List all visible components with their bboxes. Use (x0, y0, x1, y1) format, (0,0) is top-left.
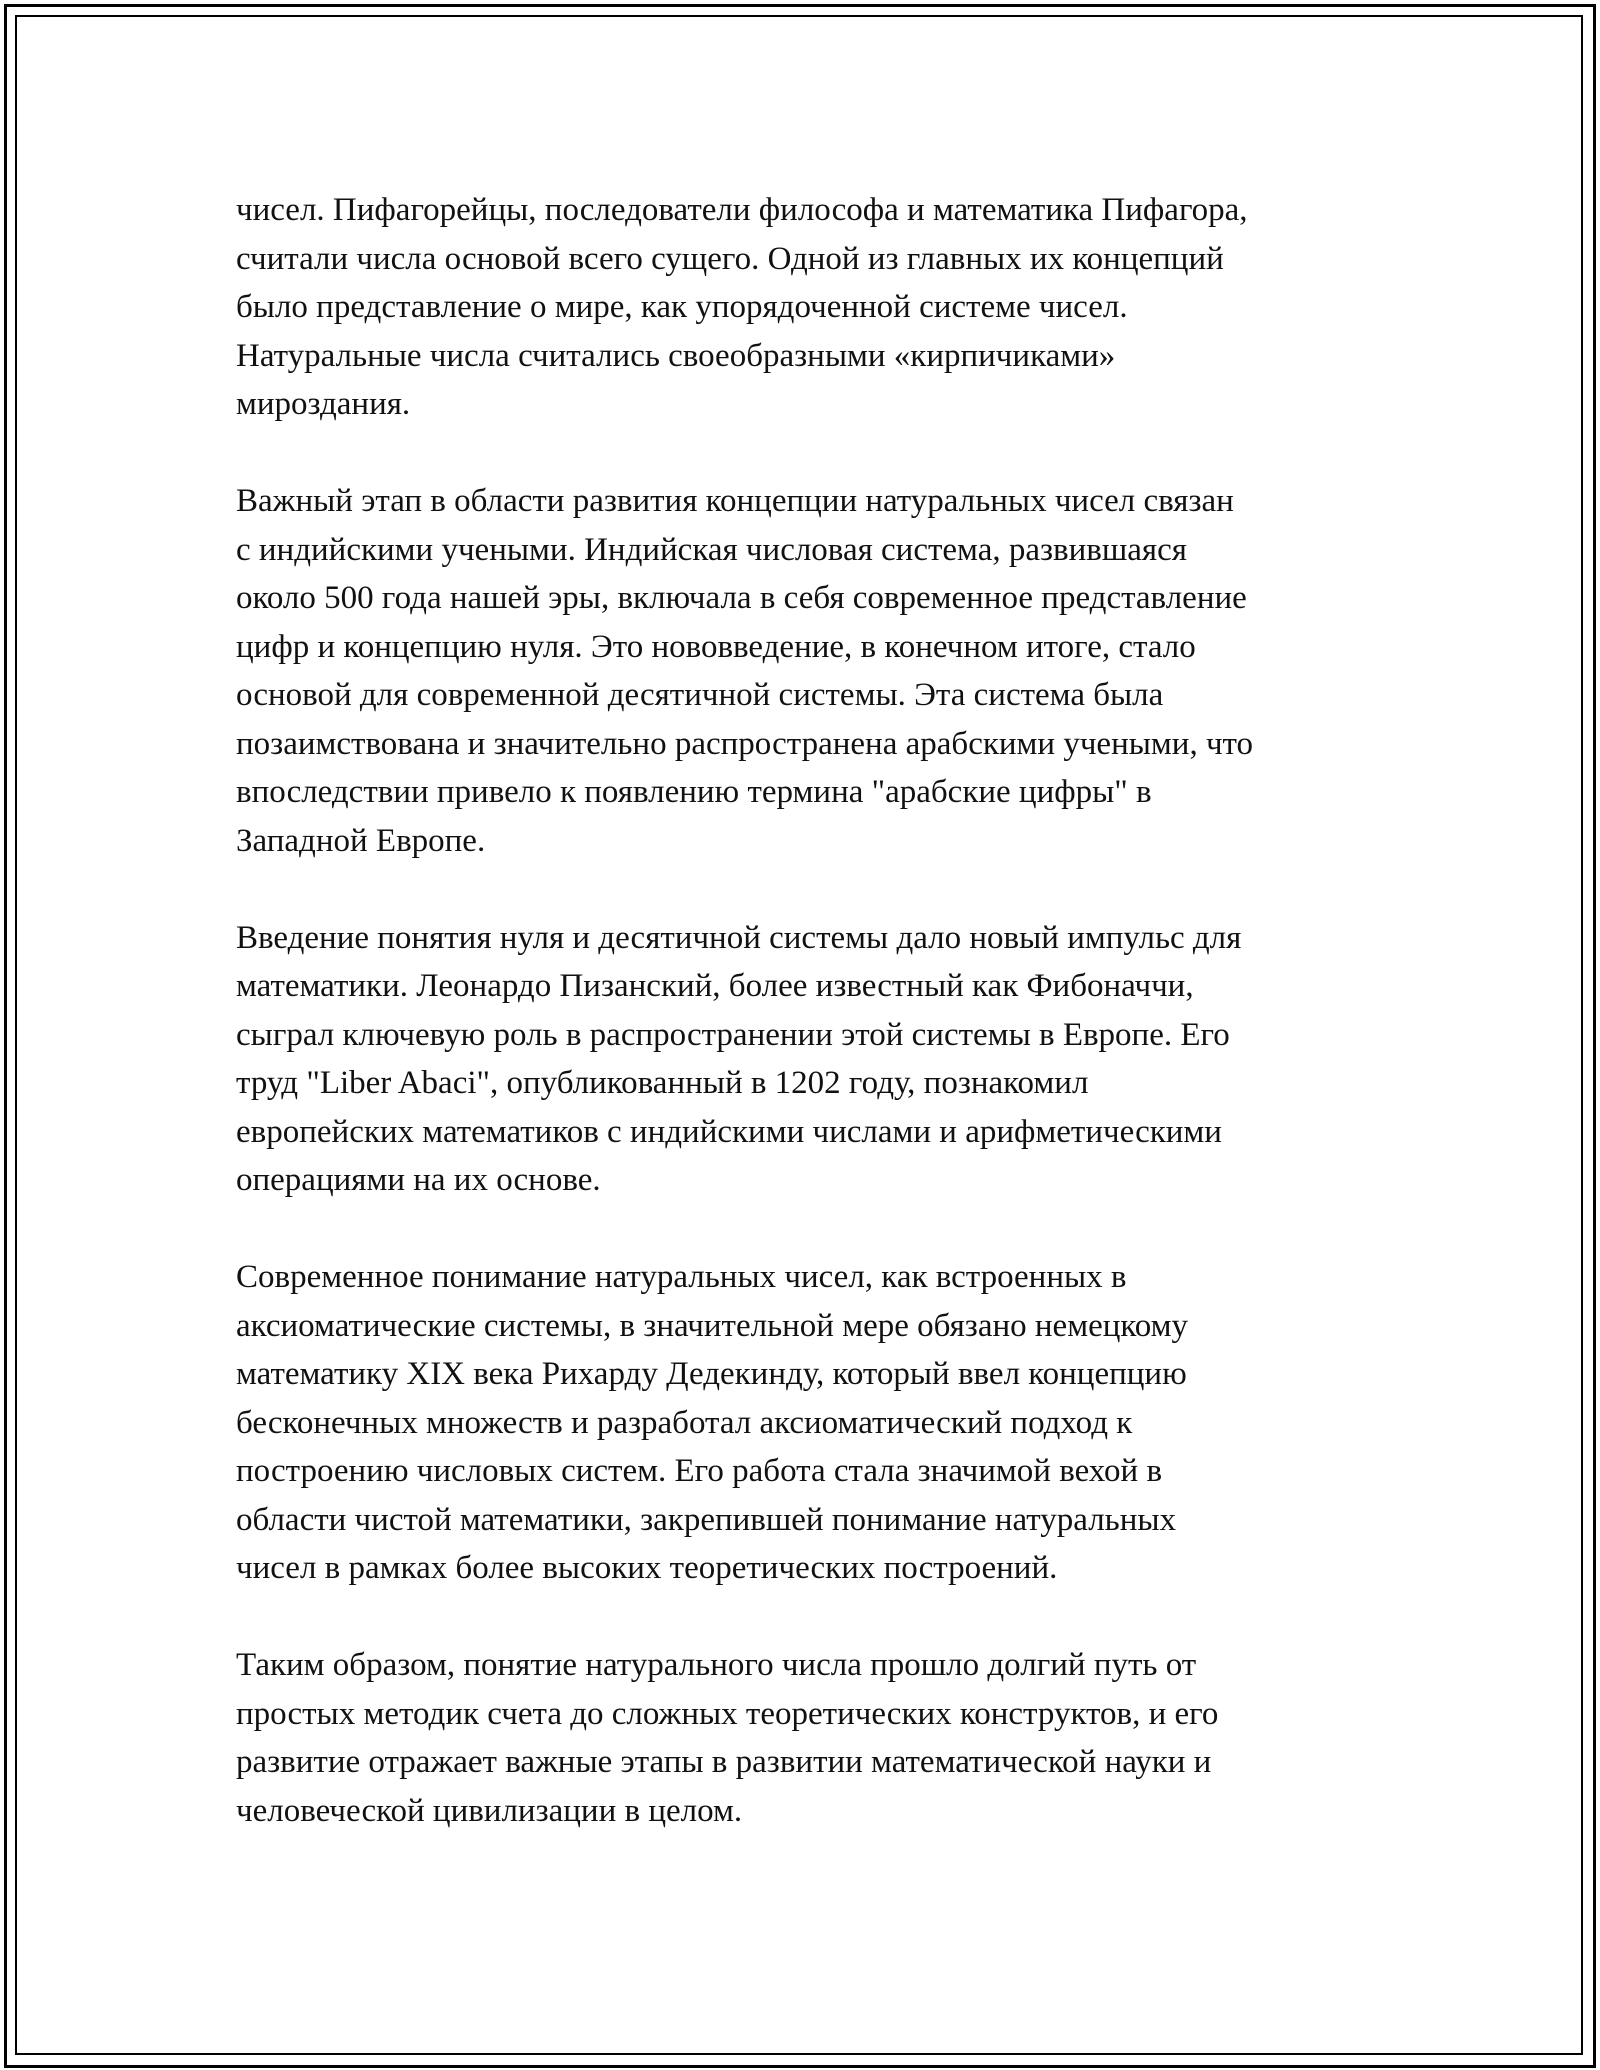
paragraph-dedekind: Современное понимание натуральных чисел, как встроенных в аксиоматические системы, в значительной мере обязано немецкому математику XIX века Рихарду Дедекинду, который ввел концепцию бесконечных множеств и разработал аксиоматический подход к построению числовых систем. Его работа стала значимой вехой в области чистой математики, закрепившей понимание натуральных чисел в рамках более высоких теоретических построений. (236, 1259, 1188, 1586)
paragraph-conclusion: Таким образом, понятие натурального числа прошло долгий путь от простых методик счета до сложных теоретических конструктов, и его развитие отражает важные этапы в развитии математической науки и человеческой цивилизации в целом. (236, 1647, 1219, 1829)
document-body (236, 186, 1411, 1884)
paragraph-fibonacci: Введение понятия нуля и десятичной системы дало новый импульс для математики. Леонардо Пизанский, более известный как Фибоначчи, сыграл ключевую роль в распространении этой системы в Европе. Его труд "Liber Abaci", опубликованный в 1202 году, познакомил европейских математиков с индийскими числами и арифметическими операциями на их основе. (236, 919, 1242, 1198)
paragraph-pythagoreans: чисел. Пифагорейцы, последователи философа и математика Пифагора, считали числа основой всего сущего. Одной из главных их концепций было представление о мире, как упорядоченной системе чисел. Натуральные числа считались своеобразными «кирпичиками» мироздания. (236, 192, 1248, 422)
paragraph-indian-scholars: Важный этап в области развития концепции натуральных чисел связан с индийскими учеными. Индийская числовая система, развившаяся около 500 года нашей эры, включала в себя современное представление цифр и концепцию нуля. Это нововведение, в конечном итоге, стало основой для современной десятичной системы. Эта система была позаимствована и значительно распространена арабскими учеными, что впоследствии привело к появлению термина "арабские цифры" в Западной Европе. (236, 483, 1254, 859)
